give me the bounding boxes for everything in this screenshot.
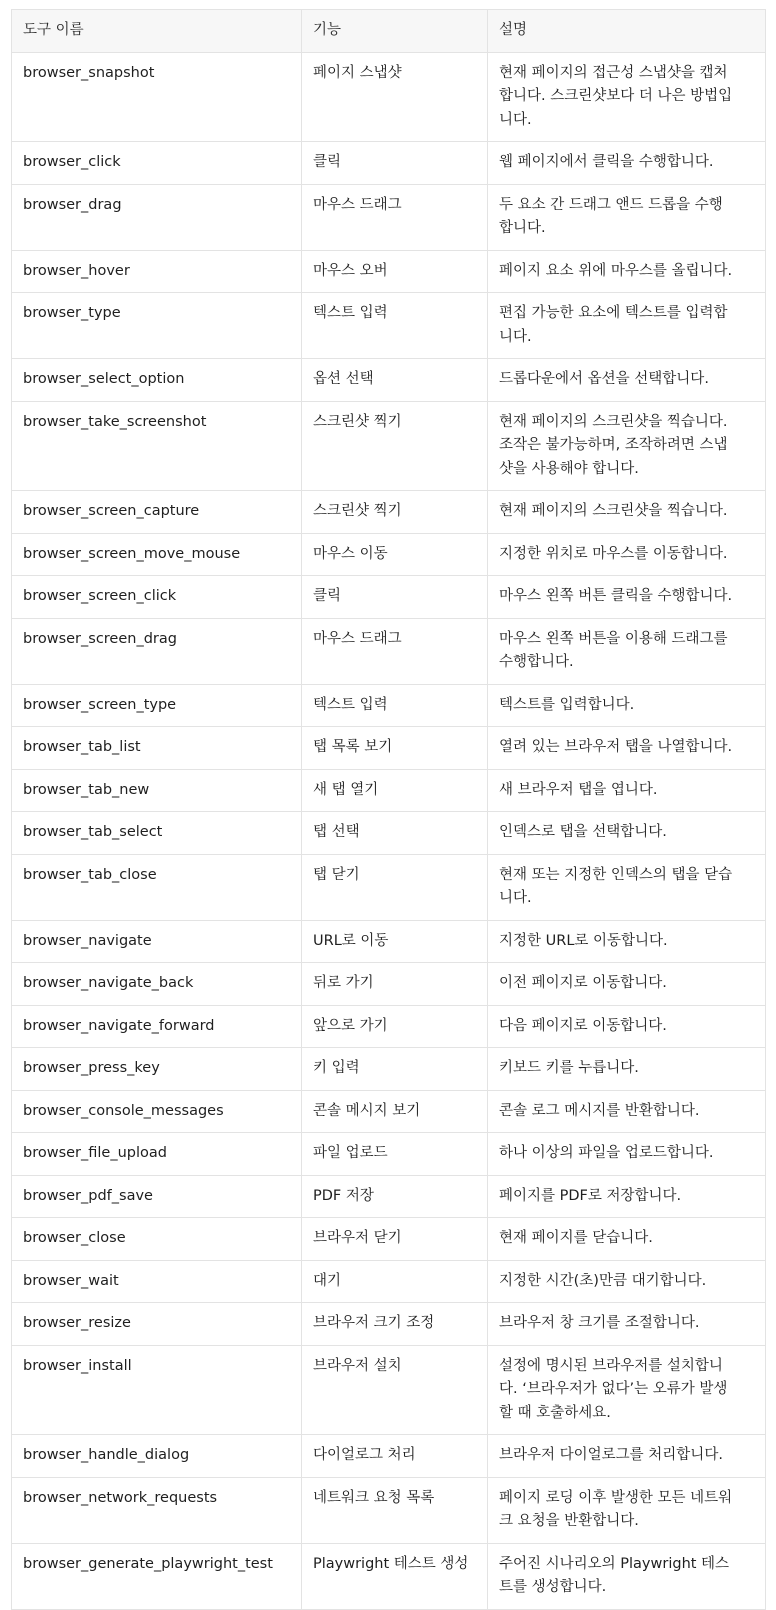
description-line: 수행합니다. [499, 654, 574, 670]
tool-name-cell: browser_navigate_back [12, 963, 302, 1006]
table-row [12, 250, 766, 293]
tool-name-cell: browser_screen_type [12, 684, 302, 727]
description-cell [488, 533, 766, 576]
function-cell: 텍스트 입력 [302, 293, 488, 359]
tool-name-cell: browser_press_key [12, 1048, 302, 1091]
description-line: 마우스 왼쪽 버튼을 이용해 드래그를 [499, 630, 728, 647]
tool-name-cell: browser_take_screenshot [12, 401, 302, 491]
description-line: 현재 페이지의 스크린샷을 찍습니다. [499, 503, 728, 519]
description-line: 니다. [499, 890, 532, 906]
description-cell [488, 576, 766, 619]
description-line: 현재 페이지의 접근성 스냅샷을 캡처 [499, 64, 728, 81]
tool-name-cell: browser_hover [12, 250, 302, 293]
table-row [12, 618, 766, 684]
tool-name-cell: browser_install [12, 1345, 302, 1435]
description-cell [488, 1133, 766, 1176]
function-cell: 마우스 오버 [302, 250, 488, 293]
tool-name-cell: browser_tab_new [12, 769, 302, 812]
description-cell [488, 401, 766, 491]
table-body [12, 52, 766, 1609]
description-cell [488, 618, 766, 684]
function-cell: 탭 닫기 [302, 854, 488, 920]
function-cell: 옵션 선택 [302, 359, 488, 402]
description-line: 다. ‘브라우저가 없다’는 오류가 발생 [499, 1381, 728, 1397]
tool-name-cell: browser_screen_capture [12, 491, 302, 534]
table-row [12, 52, 766, 142]
tool-name-cell: browser_navigate [12, 920, 302, 963]
tool-name-cell: browser_pdf_save [12, 1175, 302, 1218]
table-row [12, 533, 766, 576]
header-tool-name: 도구 이름 [12, 10, 302, 53]
header-description: 설명 [488, 10, 766, 53]
description-line: 합니다. [499, 220, 546, 236]
function-cell: 클릭 [302, 576, 488, 619]
description-cell [488, 1005, 766, 1048]
table-row [12, 1133, 766, 1176]
table-row [12, 359, 766, 402]
tool-name-cell: browser_tab_select [12, 812, 302, 855]
function-cell: 마우스 이동 [302, 533, 488, 576]
function-cell: 앞으로 가기 [302, 1005, 488, 1048]
description-cell [488, 491, 766, 534]
header-function: 기능 [302, 10, 488, 53]
description-line: 주어진 시나리오의 Playwright 테스 [499, 1555, 730, 1572]
description-cell [488, 359, 766, 402]
description-line: 인덱스로 탭을 선택합니다. [499, 824, 667, 840]
tool-name-cell: browser_navigate_forward [12, 1005, 302, 1048]
tool-name-cell: browser_file_upload [12, 1133, 302, 1176]
function-cell: 브라우저 설치 [302, 1345, 488, 1435]
table-row [12, 769, 766, 812]
description-cell [488, 963, 766, 1006]
tool-name-cell: browser_screen_move_mouse [12, 533, 302, 576]
description-line: 드롭다운에서 옵션을 선택합니다. [499, 371, 709, 387]
tool-name-cell: browser_generate_playwright_test [12, 1543, 302, 1609]
description-cell [488, 854, 766, 920]
description-cell [488, 1345, 766, 1435]
function-cell: 탭 선택 [302, 812, 488, 855]
description-cell [488, 52, 766, 142]
function-cell: 대기 [302, 1260, 488, 1303]
function-cell: 키 입력 [302, 1048, 488, 1091]
function-cell: 뒤로 가기 [302, 963, 488, 1006]
description-line: 설정에 명시된 브라우저를 설치합니 [499, 1357, 723, 1374]
description-line: 합니다. 스크린샷보다 더 나은 방법입 [499, 88, 733, 104]
description-line: 웹 페이지에서 클릭을 수행합니다. [499, 154, 714, 170]
table-row [12, 1345, 766, 1435]
description-line: 지정한 URL로 이동합니다. [499, 932, 668, 949]
tool-name-cell: browser_handle_dialog [12, 1435, 302, 1478]
description-cell [488, 727, 766, 770]
table-row [12, 1435, 766, 1478]
description-line: 트를 생성합니다. [499, 1579, 607, 1595]
description-line: 브라우저 다이얼로그를 처리합니다. [499, 1447, 723, 1463]
description-cell [488, 184, 766, 250]
description-line: 현재 페이지의 스크린샷을 찍습니다. [499, 413, 728, 430]
description-line: 하나 이상의 파일을 업로드합니다. [499, 1145, 714, 1161]
tool-name-cell: browser_click [12, 142, 302, 185]
description-line: 두 요소 간 드래그 앤드 드롭을 수행 [499, 196, 723, 213]
description-cell [488, 1543, 766, 1609]
function-cell: 스크린샷 찍기 [302, 401, 488, 491]
table-row [12, 401, 766, 491]
table-row [12, 854, 766, 920]
description-line: 니다. [499, 328, 532, 345]
tool-name-cell: browser_tab_list [12, 727, 302, 770]
table-row [12, 293, 766, 359]
table-row [12, 1090, 766, 1133]
function-cell: 마우스 드래그 [302, 184, 488, 250]
description-line: 조작은 불가능하며, 조작하려면 스냅 [499, 437, 728, 453]
description-line: 페이지 요소 위에 마우스를 올립니다. [499, 262, 733, 279]
table-row [12, 1175, 766, 1218]
table-row [12, 1477, 766, 1543]
description-cell [488, 250, 766, 293]
function-cell: 마우스 드래그 [302, 618, 488, 684]
description-line: 크 요청을 반환합니다. [499, 1513, 639, 1529]
table-row [12, 1005, 766, 1048]
function-cell: 네트워크 요청 목록 [302, 1477, 488, 1543]
description-cell [488, 1048, 766, 1091]
tools-table [11, 9, 766, 1610]
tool-name-cell: browser_tab_close [12, 854, 302, 920]
description-line: 지정한 시간(초)만큼 대기합니다. [499, 1272, 707, 1289]
description-line: 키보드 키를 누릅니다. [499, 1060, 639, 1076]
tool-name-cell: browser_type [12, 293, 302, 359]
function-cell: 클릭 [302, 142, 488, 185]
description-cell [488, 1218, 766, 1261]
function-cell: 브라우저 닫기 [302, 1218, 488, 1261]
description-cell [488, 1477, 766, 1543]
tools-table-container [11, 9, 765, 1610]
tool-name-cell: browser_select_option [12, 359, 302, 402]
description-line: 다음 페이지로 이동합니다. [499, 1017, 667, 1034]
table-header [12, 10, 766, 53]
description-line: 현재 또는 지정한 인덱스의 탭을 닫습 [499, 866, 733, 883]
table-row [12, 184, 766, 250]
description-line: 편집 가능한 요소에 텍스트를 입력합 [499, 305, 728, 321]
function-cell: Playwright 테스트 생성 [302, 1543, 488, 1609]
description-cell [488, 1435, 766, 1478]
header-row [12, 10, 766, 53]
description-line: 샷을 사용해야 합니다. [499, 460, 639, 477]
description-cell [488, 1090, 766, 1133]
description-cell [488, 1303, 766, 1346]
table-row [12, 491, 766, 534]
tool-name-cell: browser_drag [12, 184, 302, 250]
description-cell [488, 920, 766, 963]
table-row [12, 684, 766, 727]
table-row [12, 1048, 766, 1091]
tool-name-cell: browser_console_messages [12, 1090, 302, 1133]
description-cell [488, 142, 766, 185]
tool-name-cell: browser_close [12, 1218, 302, 1261]
table-row [12, 142, 766, 185]
description-line: 페이지를 PDF로 저장합니다. [499, 1187, 682, 1204]
description-cell [488, 1260, 766, 1303]
tool-name-cell: browser_snapshot [12, 52, 302, 142]
description-cell [488, 1175, 766, 1218]
tool-name-cell: browser_screen_click [12, 576, 302, 619]
function-cell: 다이얼로그 처리 [302, 1435, 488, 1478]
description-line: 니다. [499, 111, 532, 128]
description-line: 할 때 호출하세요. [499, 1404, 611, 1421]
function-cell: 파일 업로드 [302, 1133, 488, 1176]
function-cell: 콘솔 메시지 보기 [302, 1090, 488, 1133]
function-cell: 텍스트 입력 [302, 684, 488, 727]
description-cell [488, 812, 766, 855]
description-line: 마우스 왼쪽 버튼 클릭을 수행합니다. [499, 588, 733, 604]
table-row [12, 920, 766, 963]
table-row [12, 1543, 766, 1609]
table-row [12, 727, 766, 770]
table-row [12, 1260, 766, 1303]
description-line: 콘솔 로그 메시지를 반환합니다. [499, 1102, 700, 1119]
description-line: 새 브라우저 탭을 엽니다. [499, 781, 658, 798]
description-line: 페이지 로딩 이후 발생한 모든 네트워 [499, 1489, 733, 1506]
function-cell: 스크린샷 찍기 [302, 491, 488, 534]
table-row [12, 812, 766, 855]
description-line: 열려 있는 브라우저 탭을 나열합니다. [499, 739, 733, 755]
function-cell: URL로 이동 [302, 920, 488, 963]
description-cell [488, 293, 766, 359]
table-row [12, 576, 766, 619]
tool-name-cell: browser_wait [12, 1260, 302, 1303]
function-cell: 새 탭 열기 [302, 769, 488, 812]
function-cell: 탭 목록 보기 [302, 727, 488, 770]
function-cell: PDF 저장 [302, 1175, 488, 1218]
description-line: 이전 페이지로 이동합니다. [499, 975, 667, 991]
description-line: 현재 페이지를 닫습니다. [499, 1230, 653, 1246]
function-cell: 브라우저 크기 조정 [302, 1303, 488, 1346]
tool-name-cell: browser_network_requests [12, 1477, 302, 1543]
description-line: 텍스트를 입력합니다. [499, 696, 635, 713]
tool-name-cell: browser_screen_drag [12, 618, 302, 684]
description-line: 지정한 위치로 마우스를 이동합니다. [499, 545, 728, 562]
table-row [12, 963, 766, 1006]
tool-name-cell: browser_resize [12, 1303, 302, 1346]
description-cell [488, 684, 766, 727]
table-row [12, 1218, 766, 1261]
function-cell: 페이지 스냅샷 [302, 52, 488, 142]
table-row [12, 1303, 766, 1346]
description-cell [488, 769, 766, 812]
description-line: 브라우저 창 크기를 조절합니다. [499, 1315, 700, 1331]
